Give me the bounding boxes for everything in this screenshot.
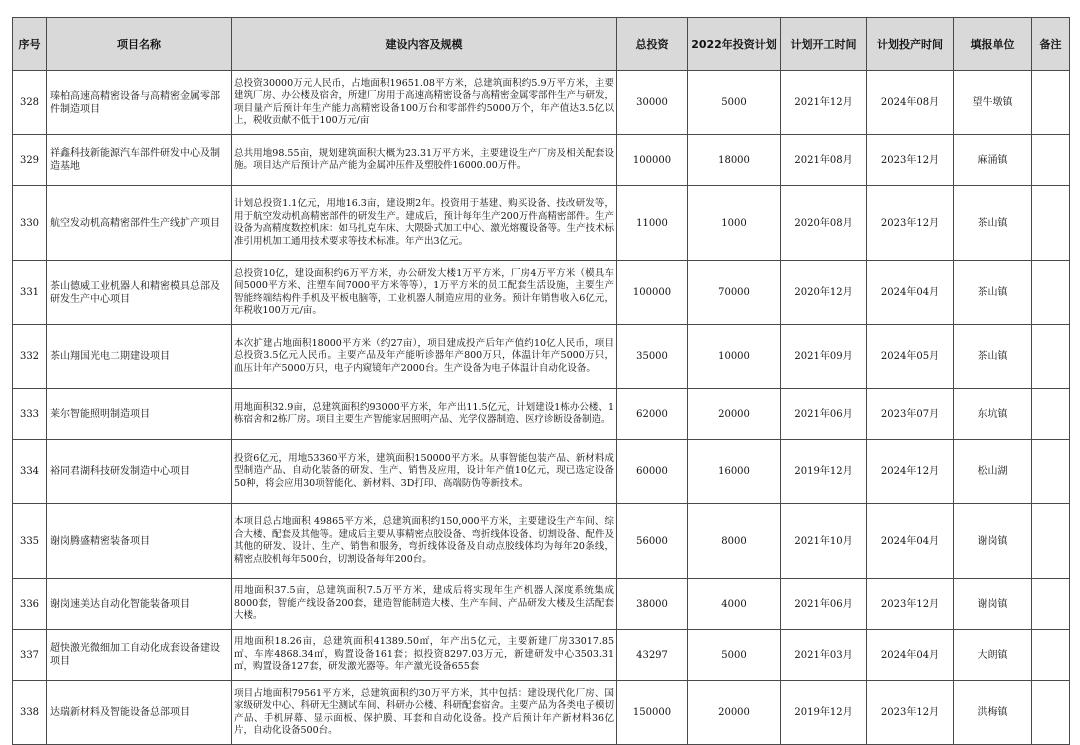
row-number: 329: [13, 135, 47, 186]
planned-production: 2024年04月: [867, 261, 954, 325]
total-investment: 43297: [617, 630, 688, 681]
reporting-unit: 谢岗镇: [954, 579, 1032, 630]
header-plan2022: 2022年投资计划: [688, 18, 781, 71]
row-number: 334: [13, 440, 47, 504]
row-number: 332: [13, 325, 47, 389]
planned-start: 2019年12月: [781, 681, 867, 745]
header-name: 项目名称: [47, 18, 232, 71]
remark: [1032, 389, 1070, 440]
header-no: 序号: [13, 18, 47, 71]
table-row: [13, 440, 1070, 504]
table-body: [13, 71, 1070, 745]
project-name: 莱尔智能照明制造项目: [47, 389, 232, 440]
remark: [1032, 504, 1070, 579]
reporting-unit: 东坑镇: [954, 389, 1032, 440]
construction-content: 总投资30000万元人民币，占地面积19651.08平方米，总建筑面积约5.9万平方米，主要建筑厂房、办公楼及宿舍，所建厂房用于高速高精密设备与高精密金属零部件生产与研发，项目量产后预计年生产能力高精密设备100万台和零部件约5000万个，年产值达3.5亿以上，税收贡献不低于100万元/亩: [232, 71, 617, 135]
planned-start: 2021年10月: [781, 504, 867, 579]
header-total: 总投资: [617, 18, 688, 71]
investment-plan-2022: 5000: [688, 71, 781, 135]
construction-content: 用地面积32.9亩，总建筑面积约93000平方米，年产出11.5亿元，计划建设1栋办公楼、1栋宿舍和2栋厂房。项目主要生产智能家居照明产品、光学仪器制造、医疗诊断设备制造。: [232, 389, 617, 440]
table-row: [13, 135, 1070, 186]
investment-plan-2022: 20000: [688, 389, 781, 440]
total-investment: 11000: [617, 186, 688, 261]
planned-start: 2021年12月: [781, 71, 867, 135]
table-row: [13, 389, 1070, 440]
remark: [1032, 325, 1070, 389]
total-investment: 30000: [617, 71, 688, 135]
reporting-unit: 谢岗镇: [954, 504, 1032, 579]
construction-content: 项目占地面积79561平方米，总建筑面积约30万平方米，其中包括：建设现代化厂房、国家级研发中心、科研无尘测试车间、科研办公楼、科研配套宿舍。主要产品为各类电子模切产品、手机屏幕、显示面板、保护膜、耳套和自动化设备。投产后预计年产新材料36亿片，自动化设备500台。: [232, 681, 617, 745]
planned-production: 2023年12月: [867, 135, 954, 186]
investment-plan-2022: 20000: [688, 681, 781, 745]
planned-start: 2021年06月: [781, 579, 867, 630]
planned-production: 2023年07月: [867, 389, 954, 440]
investment-plan-2022: 18000: [688, 135, 781, 186]
project-name: 瑧柏高速高精密设备与高精密金属零部件制造项目: [47, 71, 232, 135]
planned-start: 2021年06月: [781, 389, 867, 440]
reporting-unit: 茶山镇: [954, 261, 1032, 325]
table-row: [13, 261, 1070, 325]
reporting-unit: 茶山镇: [954, 186, 1032, 261]
total-investment: 150000: [617, 681, 688, 745]
row-number: 331: [13, 261, 47, 325]
project-table-container: [12, 17, 1070, 745]
row-number: 338: [13, 681, 47, 745]
project-name: 超快激光微细加工自动化成套设备建设项目: [47, 630, 232, 681]
total-investment: 100000: [617, 135, 688, 186]
remark: [1032, 579, 1070, 630]
investment-plan-2022: 1000: [688, 186, 781, 261]
investment-plan-2022: 10000: [688, 325, 781, 389]
project-name: 茶山翔国光电二期建设项目: [47, 325, 232, 389]
remark: [1032, 186, 1070, 261]
row-number: 335: [13, 504, 47, 579]
planned-start: 2019年12月: [781, 440, 867, 504]
row-number: 336: [13, 579, 47, 630]
table-row: [13, 630, 1070, 681]
row-number: 337: [13, 630, 47, 681]
planned-production: 2024年12月: [867, 440, 954, 504]
planned-production: 2023年12月: [867, 579, 954, 630]
planned-production: 2024年04月: [867, 504, 954, 579]
header-remark: 备注: [1032, 18, 1070, 71]
reporting-unit: 松山湖: [954, 440, 1032, 504]
planned-production: 2024年05月: [867, 325, 954, 389]
construction-content: 用地面积37.5亩，总建筑面积7.5万平方米，建成后将实现年生产机器人深度系统集成8000套，智能产线设备200套，建造智能制造大楼、生产车间、产品研发大楼及生活配套大楼。: [232, 579, 617, 630]
planned-start: 2021年08月: [781, 135, 867, 186]
table-row: [13, 325, 1070, 389]
remark: [1032, 681, 1070, 745]
total-investment: 35000: [617, 325, 688, 389]
planned-start: 2021年09月: [781, 325, 867, 389]
remark: [1032, 440, 1070, 504]
investment-plan-2022: 16000: [688, 440, 781, 504]
project-name: 祥鑫科技新能源汽车部件研发中心及制造基地: [47, 135, 232, 186]
remark: [1032, 135, 1070, 186]
project-name: 茶山德威工业机器人和精密模具总部及研发生产中心项目: [47, 261, 232, 325]
remark: [1032, 261, 1070, 325]
planned-production: 2023年12月: [867, 681, 954, 745]
planned-start: 2021年03月: [781, 630, 867, 681]
row-number: 330: [13, 186, 47, 261]
planned-production: 2023年12月: [867, 186, 954, 261]
remark: [1032, 630, 1070, 681]
construction-content: 本项目总占地面积 49865平方米，总建筑面积约150,000平方米，主要建设生产车间、综合大楼、配套及其他等。建成后主要从事精密点胶设备、弯折线体设备、切割设备、配件及其他的研发、设计、生产、销售和服务，弯折线体设备及自动点胶线体均为每年20条线，精密点胶机每年500台，切割设备每年200台。: [232, 504, 617, 579]
reporting-unit: 麻涌镇: [954, 135, 1032, 186]
construction-content: 本次扩建占地面积18000平方米（约27亩），项目建成投产后年产值约10亿人民币，项目总投资3.5亿元人民币。主要产品及年产能听诊器年产800万只，体温计年产5000万只，血压计年产5000万只，电子内窥镜年产2000台。生产设备为电子体温计自动化设备。: [232, 325, 617, 389]
planned-start: 2020年12月: [781, 261, 867, 325]
planned-production: 2024年04月: [867, 630, 954, 681]
table-row: [13, 579, 1070, 630]
reporting-unit: 望牛墩镇: [954, 71, 1032, 135]
investment-plan-2022: 5000: [688, 630, 781, 681]
table-row: [13, 504, 1070, 579]
project-name: 航空发动机高精密部件生产线扩产项目: [47, 186, 232, 261]
table-row: [13, 71, 1070, 135]
remark: [1032, 71, 1070, 135]
total-investment: 38000: [617, 579, 688, 630]
total-investment: 100000: [617, 261, 688, 325]
investment-plan-2022: 70000: [688, 261, 781, 325]
construction-content: 计划总投资1.1亿元，用地16.3亩，建设期2年。投资用于基建、购买设备、技改研发等，用于航空发动机高精密部件的研发生产。建成后，预计每年生产200万件高精密部件。生产设备为高精度数控机床：如马扎克车床、大隈卧式加工中心、激光熔覆设备等。生产技术标准引用机加工通用技术要求等技术标准。年产出3亿元。: [232, 186, 617, 261]
table-row: [13, 681, 1070, 745]
table-row: [13, 186, 1070, 261]
construction-content: 用地面积18.26亩，总建筑面积41389.50㎡，年产出5亿元，主要新建厂房33017.85㎡、车库4868.34㎡，购置设备161套；拟投资8297.03万元，新建研发中心3503.31㎡，购置设备127套，研发激光器等。年产激光设备655套: [232, 630, 617, 681]
project-name: 谢岗速美达自动化智能装备项目: [47, 579, 232, 630]
investment-plan-2022: 4000: [688, 579, 781, 630]
reporting-unit: 洪梅镇: [954, 681, 1032, 745]
planned-start: 2020年08月: [781, 186, 867, 261]
project-name: 达瑞新材料及智能设备总部项目: [47, 681, 232, 745]
project-name: 裕同君湖科技研发制造中心项目: [47, 440, 232, 504]
construction-content: 总投资10亿，建设面积约6万平方米，办公研发大楼1万平方米，厂房4万平方米（模具车间5000平方米、注塑车间7000平方米等等），1万平方米的员工配套生活设施，主要生产智能终端结构件手机及平板电脑等，工业机器人制造应用的业务。预计年销售收入6亿元，年税收100万元/亩。: [232, 261, 617, 325]
header-row: [13, 18, 1070, 71]
construction-content: 投资6亿元，用地53360平方米，建筑面积150000平方米。从事智能包装产品、新材料成型制造产品、自动化装备的研发、生产、销售及应用，设计年产值10亿元，现已选定设备50种，将会应用30项智能化、新材料、3D打印、高端防伪等新技术。: [232, 440, 617, 504]
total-investment: 62000: [617, 389, 688, 440]
row-number: 333: [13, 389, 47, 440]
row-number: 328: [13, 71, 47, 135]
reporting-unit: 茶山镇: [954, 325, 1032, 389]
project-table: [12, 17, 1070, 745]
total-investment: 60000: [617, 440, 688, 504]
total-investment: 56000: [617, 504, 688, 579]
construction-content: 总共用地98.55亩，规划建筑面积大概为23.31万平方米，主要建设生产厂房及相关配套设施。项目达产后预计产品产能为金属冲压件及塑胶件16000.00万件。: [232, 135, 617, 186]
reporting-unit: 大朗镇: [954, 630, 1032, 681]
header-unit: 填报单位: [954, 18, 1032, 71]
header-content: 建设内容及规模: [232, 18, 617, 71]
header-start: 计划开工时间: [781, 18, 867, 71]
project-name: 谢岗腾盛精密装备项目: [47, 504, 232, 579]
planned-production: 2024年08月: [867, 71, 954, 135]
investment-plan-2022: 8000: [688, 504, 781, 579]
header-prod: 计划投产时间: [867, 18, 954, 71]
